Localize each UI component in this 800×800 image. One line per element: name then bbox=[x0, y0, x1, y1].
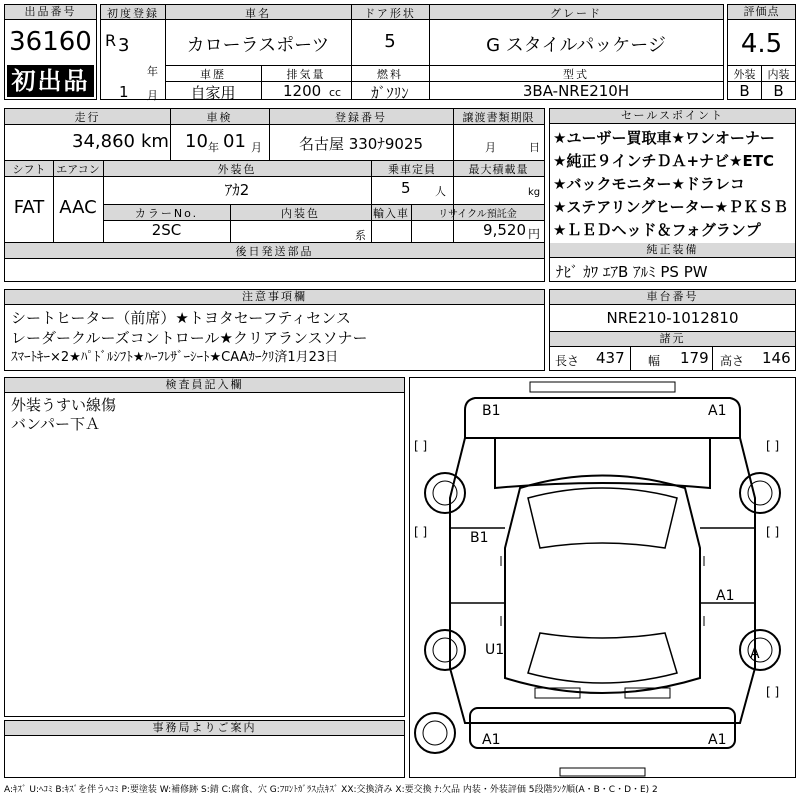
equip-label: 純正装備 bbox=[550, 243, 795, 258]
month-unit: 月 bbox=[147, 89, 158, 102]
fuel: ｶﾞｿﾘﾝ bbox=[371, 84, 409, 102]
era: R bbox=[105, 31, 117, 50]
note-line: レーダークルーズコントロール★クリアランスソナー bbox=[11, 329, 368, 347]
reg-year: 3 bbox=[118, 35, 130, 56]
spec-header-box bbox=[100, 4, 724, 100]
history: 自家用 bbox=[190, 84, 236, 102]
sales-label: セールスポイント bbox=[550, 109, 795, 124]
history-label: 車歴 bbox=[200, 68, 226, 81]
length: 437 bbox=[596, 349, 625, 367]
load-unit: kg bbox=[528, 187, 541, 198]
ac: AAC bbox=[59, 197, 97, 218]
first-listing-badge: 初出品 bbox=[7, 65, 94, 97]
height: 146 bbox=[762, 349, 791, 367]
model-label: 型式 bbox=[563, 68, 589, 81]
mark-front-right: A1 bbox=[708, 403, 727, 419]
sales-points-box bbox=[549, 108, 796, 282]
score-box bbox=[727, 4, 796, 100]
later-parts-label: 後日発送部品 bbox=[235, 245, 314, 258]
displacement: 1200 bbox=[283, 82, 322, 100]
colorno-label: カラーNo. bbox=[134, 207, 199, 220]
score: 4.5 bbox=[740, 29, 783, 59]
mark-left-front-door: B1 bbox=[470, 530, 489, 546]
inspect-year: 10 bbox=[185, 131, 208, 152]
width: 179 bbox=[680, 349, 709, 367]
notes-box bbox=[4, 289, 545, 371]
intcolor-label: 内装色 bbox=[281, 207, 320, 220]
chassis-number: NRE210-1012810 bbox=[606, 309, 739, 327]
intcolor-unit: 系 bbox=[355, 229, 366, 242]
length-label: 長さ bbox=[555, 354, 580, 368]
inspector-box bbox=[4, 377, 405, 717]
lot-box bbox=[4, 4, 97, 100]
color-number: 2SC bbox=[151, 221, 182, 239]
note-line: ｽﾏｰﾄｷｰ×2★ﾊﾟﾄﾞﾙｼﾌﾄ★ﾊｰﾌﾚｻﾞｰｼｰﾄ★CAAｶｰｸﾘ済1月23日 bbox=[11, 350, 339, 365]
reg-label: 初度登録 bbox=[107, 7, 159, 20]
car-diagram bbox=[410, 378, 795, 777]
name-label: 車名 bbox=[245, 7, 271, 20]
inspector-label: 検査員記入欄 bbox=[5, 378, 404, 393]
mark-rear-right: A1 bbox=[708, 732, 727, 748]
capacity-unit: 人 bbox=[435, 185, 446, 198]
car-name: カローラスポーツ bbox=[186, 35, 330, 56]
sales-line: ★ＬＥＤヘッド＆フォグランプ bbox=[553, 221, 761, 239]
notes-label: 注意事項欄 bbox=[5, 290, 544, 305]
disp-unit: cc bbox=[329, 86, 342, 99]
car-diagram-box bbox=[409, 377, 796, 778]
inspect-month: 01 bbox=[223, 131, 246, 152]
ext-grade: B bbox=[739, 82, 750, 100]
int-label: 内装 bbox=[767, 68, 790, 81]
reg-month: 1 bbox=[119, 83, 129, 101]
width-label: 幅 bbox=[648, 354, 661, 368]
office-box bbox=[4, 720, 405, 778]
mark-front-left: B1 bbox=[482, 403, 501, 419]
mileage-label: 走行 bbox=[74, 111, 101, 124]
recycle-label: リサイクル預託金 bbox=[438, 209, 517, 220]
equipment: ﾅﾋﾞ ｶﾜ ｴｱB ｱﾙﾐ PS PW bbox=[556, 263, 708, 281]
inspect-year-unit: 年 bbox=[208, 141, 219, 154]
ac-label: エアコン bbox=[56, 163, 100, 176]
inspector-line: 外装うすい線傷 bbox=[11, 396, 117, 414]
grade-label: グレード bbox=[550, 7, 602, 20]
shift: FAT bbox=[13, 197, 45, 218]
sales-line: ★純正９インチＤＡ+ナビ★ETC bbox=[553, 152, 774, 170]
disp-label: 排気量 bbox=[286, 68, 326, 81]
lot-label: 出品番号 bbox=[5, 5, 96, 20]
capacity: 5 bbox=[401, 179, 411, 197]
mark-right-rear-wheel: A bbox=[750, 646, 760, 662]
cap-label: 乗車定員 bbox=[388, 163, 436, 176]
chassis-label: 車台番号 bbox=[550, 290, 795, 305]
plate-label: 登録番号 bbox=[335, 111, 387, 124]
notes-list bbox=[11, 308, 368, 368]
model-code: 3BA-NRE210H bbox=[522, 82, 630, 100]
note-line: シートヒーター（前席）★トヨタセーフティセンス bbox=[11, 309, 351, 327]
mark-rear-left: A1 bbox=[482, 732, 501, 748]
docs-day: 日 bbox=[529, 141, 540, 154]
load-label: 最大積載量 bbox=[468, 163, 529, 176]
legend: A:ｷｽﾞ U:ﾍｺﾐ B:ｷｽﾞを伴うﾍｺﾐ P:要塗装 W:補修跡 S:錆 C:腐食、穴 G:ﾌﾛﾝﾄｶﾞﾗｽ点ｷｽﾞ XX:交換済み X:要交換 ﾅ:欠品 内装・外装評価 5段階ﾗﾝｸ順(A・B・C・D・E) 2 bbox=[4, 785, 658, 795]
doors-label: ドア形状 bbox=[364, 7, 416, 20]
dims-label: 諸元 bbox=[550, 331, 795, 347]
color: ｱｶ2 bbox=[224, 181, 250, 199]
sales-line: ★バックモニター★ドラレコ bbox=[553, 175, 745, 193]
recycle-fee: 9,520 bbox=[483, 221, 526, 239]
inspect-month-unit: 月 bbox=[251, 141, 262, 154]
import-label: 輸入車 bbox=[373, 207, 409, 220]
grade: G スタイルパッケージ bbox=[486, 35, 666, 56]
inspector-notes bbox=[11, 396, 116, 434]
chassis-box bbox=[549, 289, 796, 371]
details-box bbox=[4, 108, 545, 282]
fuel-label: 燃料 bbox=[377, 68, 403, 81]
doors: 5 bbox=[384, 31, 396, 52]
color-label: 外装色 bbox=[217, 163, 257, 176]
sales-line: ★ユーザー買取車★ワンオーナー bbox=[553, 129, 775, 147]
recycle-unit: 円 bbox=[528, 227, 541, 241]
plate: 名古屋 330ﾅ9025 bbox=[298, 135, 424, 153]
mark-right-rear-door: A1 bbox=[716, 588, 735, 604]
mileage: 34,860 bbox=[72, 131, 135, 152]
shift-label: シフト bbox=[12, 163, 46, 176]
bracket-fr: [ ] bbox=[766, 439, 780, 453]
mark-left-rear: U1 bbox=[485, 642, 505, 658]
year-unit: 年 bbox=[147, 65, 158, 78]
docs-month: 月 bbox=[485, 141, 496, 154]
inspector-line: バンパー下Ａ bbox=[11, 415, 100, 433]
bracket-ml: [ ] bbox=[414, 525, 428, 539]
int-grade: B bbox=[773, 82, 784, 100]
docs-label: 譲渡書類期限 bbox=[462, 111, 535, 124]
sales-list bbox=[553, 127, 788, 242]
bracket-mr: [ ] bbox=[766, 525, 780, 539]
lot-number: 36160 bbox=[9, 27, 92, 57]
ext-label: 外装 bbox=[733, 68, 756, 81]
height-label: 高さ bbox=[720, 354, 745, 368]
office-label: 事務局よりご案内 bbox=[5, 721, 404, 736]
bracket-fl: [ ] bbox=[414, 439, 428, 453]
sales-line: ★ステアリングヒーター★ＰＫＳＢ bbox=[553, 198, 789, 216]
bracket-rr: [ ] bbox=[766, 685, 780, 699]
inspect-label: 車検 bbox=[206, 111, 233, 124]
score-label: 評価点 bbox=[728, 5, 795, 20]
mileage-unit: km bbox=[141, 131, 169, 152]
